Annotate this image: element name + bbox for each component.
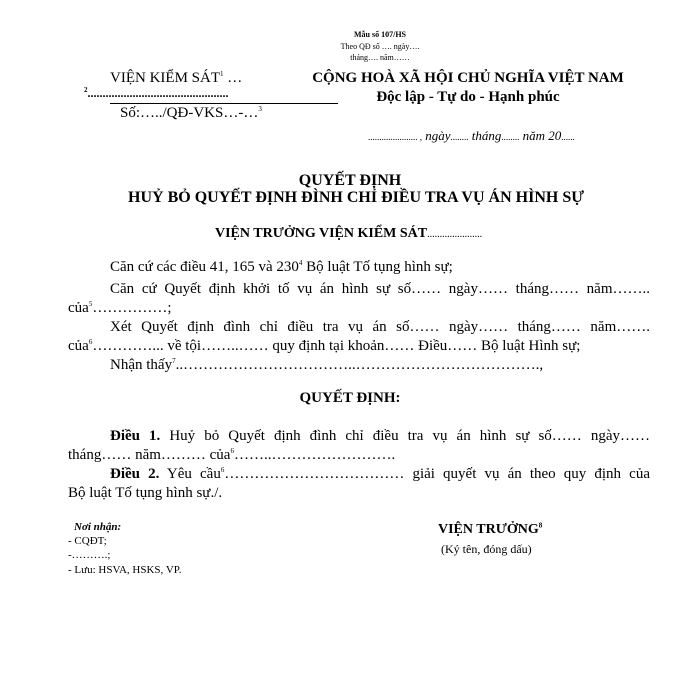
header-rule bbox=[110, 103, 338, 104]
article-2-text-a: Yêu cầu bbox=[159, 466, 221, 482]
footnote-ref: 4 bbox=[298, 259, 303, 267]
footnote-ref: 7 bbox=[172, 357, 176, 365]
consider-rest: …………... về tội……..…… quy định tại khoản…… Điều…… Bộ luật Hình sự; bbox=[92, 338, 581, 354]
form-decision-ref: Theo QĐ số …. ngày…. bbox=[340, 42, 420, 51]
form-date-ref: tháng…. năm…… bbox=[350, 53, 410, 62]
document-subtitle: HUỶ BỎ QUYẾT ĐỊNH ĐÌNH CHỈ ĐIỀU TRA VỤ ÁN HÌNH SỰ bbox=[128, 189, 584, 206]
recipient-item: - Lưu: HSVA, HSKS, VP. bbox=[68, 564, 182, 576]
consider-paragraph-line2 bbox=[68, 338, 580, 355]
place-dots: ...................... , bbox=[368, 132, 422, 142]
date-line bbox=[368, 128, 575, 144]
decision-number-text: Số:…../QĐ-VKS…-… bbox=[120, 105, 259, 121]
article-2-label: Điều 2. bbox=[110, 466, 160, 482]
form-code: Mẫu số 107/HS bbox=[353, 30, 406, 39]
agency-line bbox=[110, 70, 242, 87]
year-dots: ...... bbox=[561, 132, 575, 142]
basis-2-dots: ……………; bbox=[92, 300, 172, 316]
year-label: năm 20 bbox=[519, 128, 562, 143]
agency-name: VIỆN KIỂM SÁT bbox=[110, 70, 220, 86]
article-1-line1 bbox=[110, 428, 650, 445]
document-title: QUYẾT ĐỊNH bbox=[298, 172, 402, 189]
finding-label: Nhận thấy bbox=[110, 357, 173, 373]
agency-sub-dots: ............................................... bbox=[87, 86, 229, 100]
authority-dots: ...................... bbox=[427, 229, 483, 240]
signature-title-text: VIỆN TRƯỞNG bbox=[438, 522, 539, 537]
day-label: ngày bbox=[422, 128, 451, 143]
footnote-ref: 6 bbox=[88, 338, 93, 346]
national-motto: Độc lập - Tự do - Hạnh phúc bbox=[376, 89, 560, 105]
article-2-line2: Bộ luật Tố tụng hình sự./. bbox=[68, 485, 223, 501]
month-label: tháng bbox=[468, 128, 502, 143]
recipients-heading: Nơi nhận: bbox=[74, 521, 122, 533]
basis-paragraph-2-line1: Căn cứ Quyết định khởi tố vụ án hình sự số…… ngày…… tháng…… năm…….. bbox=[110, 281, 650, 297]
authority-text: VIỆN TRƯỞNG VIỆN KIỂM SÁT bbox=[215, 226, 428, 241]
basis-1-text-b: Bộ luật Tố tụng hình sự; bbox=[302, 259, 453, 275]
footnote-ref: 8 bbox=[538, 521, 543, 530]
article-2-text-b: ……………………………… giải quyết vụ án theo quy định của bbox=[224, 466, 650, 482]
consider-paragraph-line1: Xét Quyết định đình chỉ điều tra vụ án số…… ngày…… tháng…… năm……. bbox=[110, 319, 650, 335]
article-1-text-b: ……..……………………. bbox=[233, 447, 396, 463]
day-dots: ........ bbox=[450, 132, 469, 142]
footnote-ref: 6 bbox=[220, 466, 225, 474]
recipient-item: - CQĐT; bbox=[68, 535, 107, 547]
article-1-text: Huỷ bỏ Quyết định đình chỉ điều tra vụ án hình sự số…… ngày…… bbox=[160, 428, 650, 444]
recipient-item: -……….; bbox=[68, 549, 111, 561]
signature-title bbox=[438, 522, 542, 538]
basis-paragraph-2-line2 bbox=[68, 300, 172, 317]
article-1-line2 bbox=[68, 447, 395, 464]
decision-number bbox=[120, 105, 262, 122]
month-dots: ........ bbox=[501, 132, 520, 142]
finding-dots: ..……………………………..………………………………., bbox=[175, 357, 544, 373]
national-title: CỘNG HOÀ XÃ HỘI CHỦ NGHĨA VIỆT NAM bbox=[312, 70, 624, 86]
signature-instruction: (Ký tên, đóng dấu) bbox=[441, 542, 532, 556]
basis-paragraph-1 bbox=[110, 259, 453, 276]
basis-1-text-a: Căn cứ các điều 41, 165 và 230 bbox=[110, 259, 299, 275]
finding-paragraph bbox=[110, 357, 543, 374]
agency-dots: … bbox=[223, 70, 243, 86]
footnote-ref: 2 bbox=[84, 86, 88, 94]
footnote-ref: 3 bbox=[258, 105, 262, 113]
issuing-authority bbox=[215, 226, 482, 242]
article-1-text-a: tháng…… năm……… của bbox=[68, 447, 231, 463]
article-1-label: Điều 1. bbox=[110, 428, 161, 444]
consider-of: của bbox=[68, 338, 89, 354]
decision-heading: QUYẾT ĐỊNH: bbox=[299, 390, 401, 406]
agency-subline bbox=[84, 86, 229, 101]
article-2-line1 bbox=[110, 466, 650, 483]
footnote-ref: 1 bbox=[220, 70, 224, 78]
footnote-ref: 6 bbox=[230, 447, 234, 455]
footnote-ref: 5 bbox=[88, 300, 93, 308]
basis-2-of: của bbox=[68, 300, 89, 316]
